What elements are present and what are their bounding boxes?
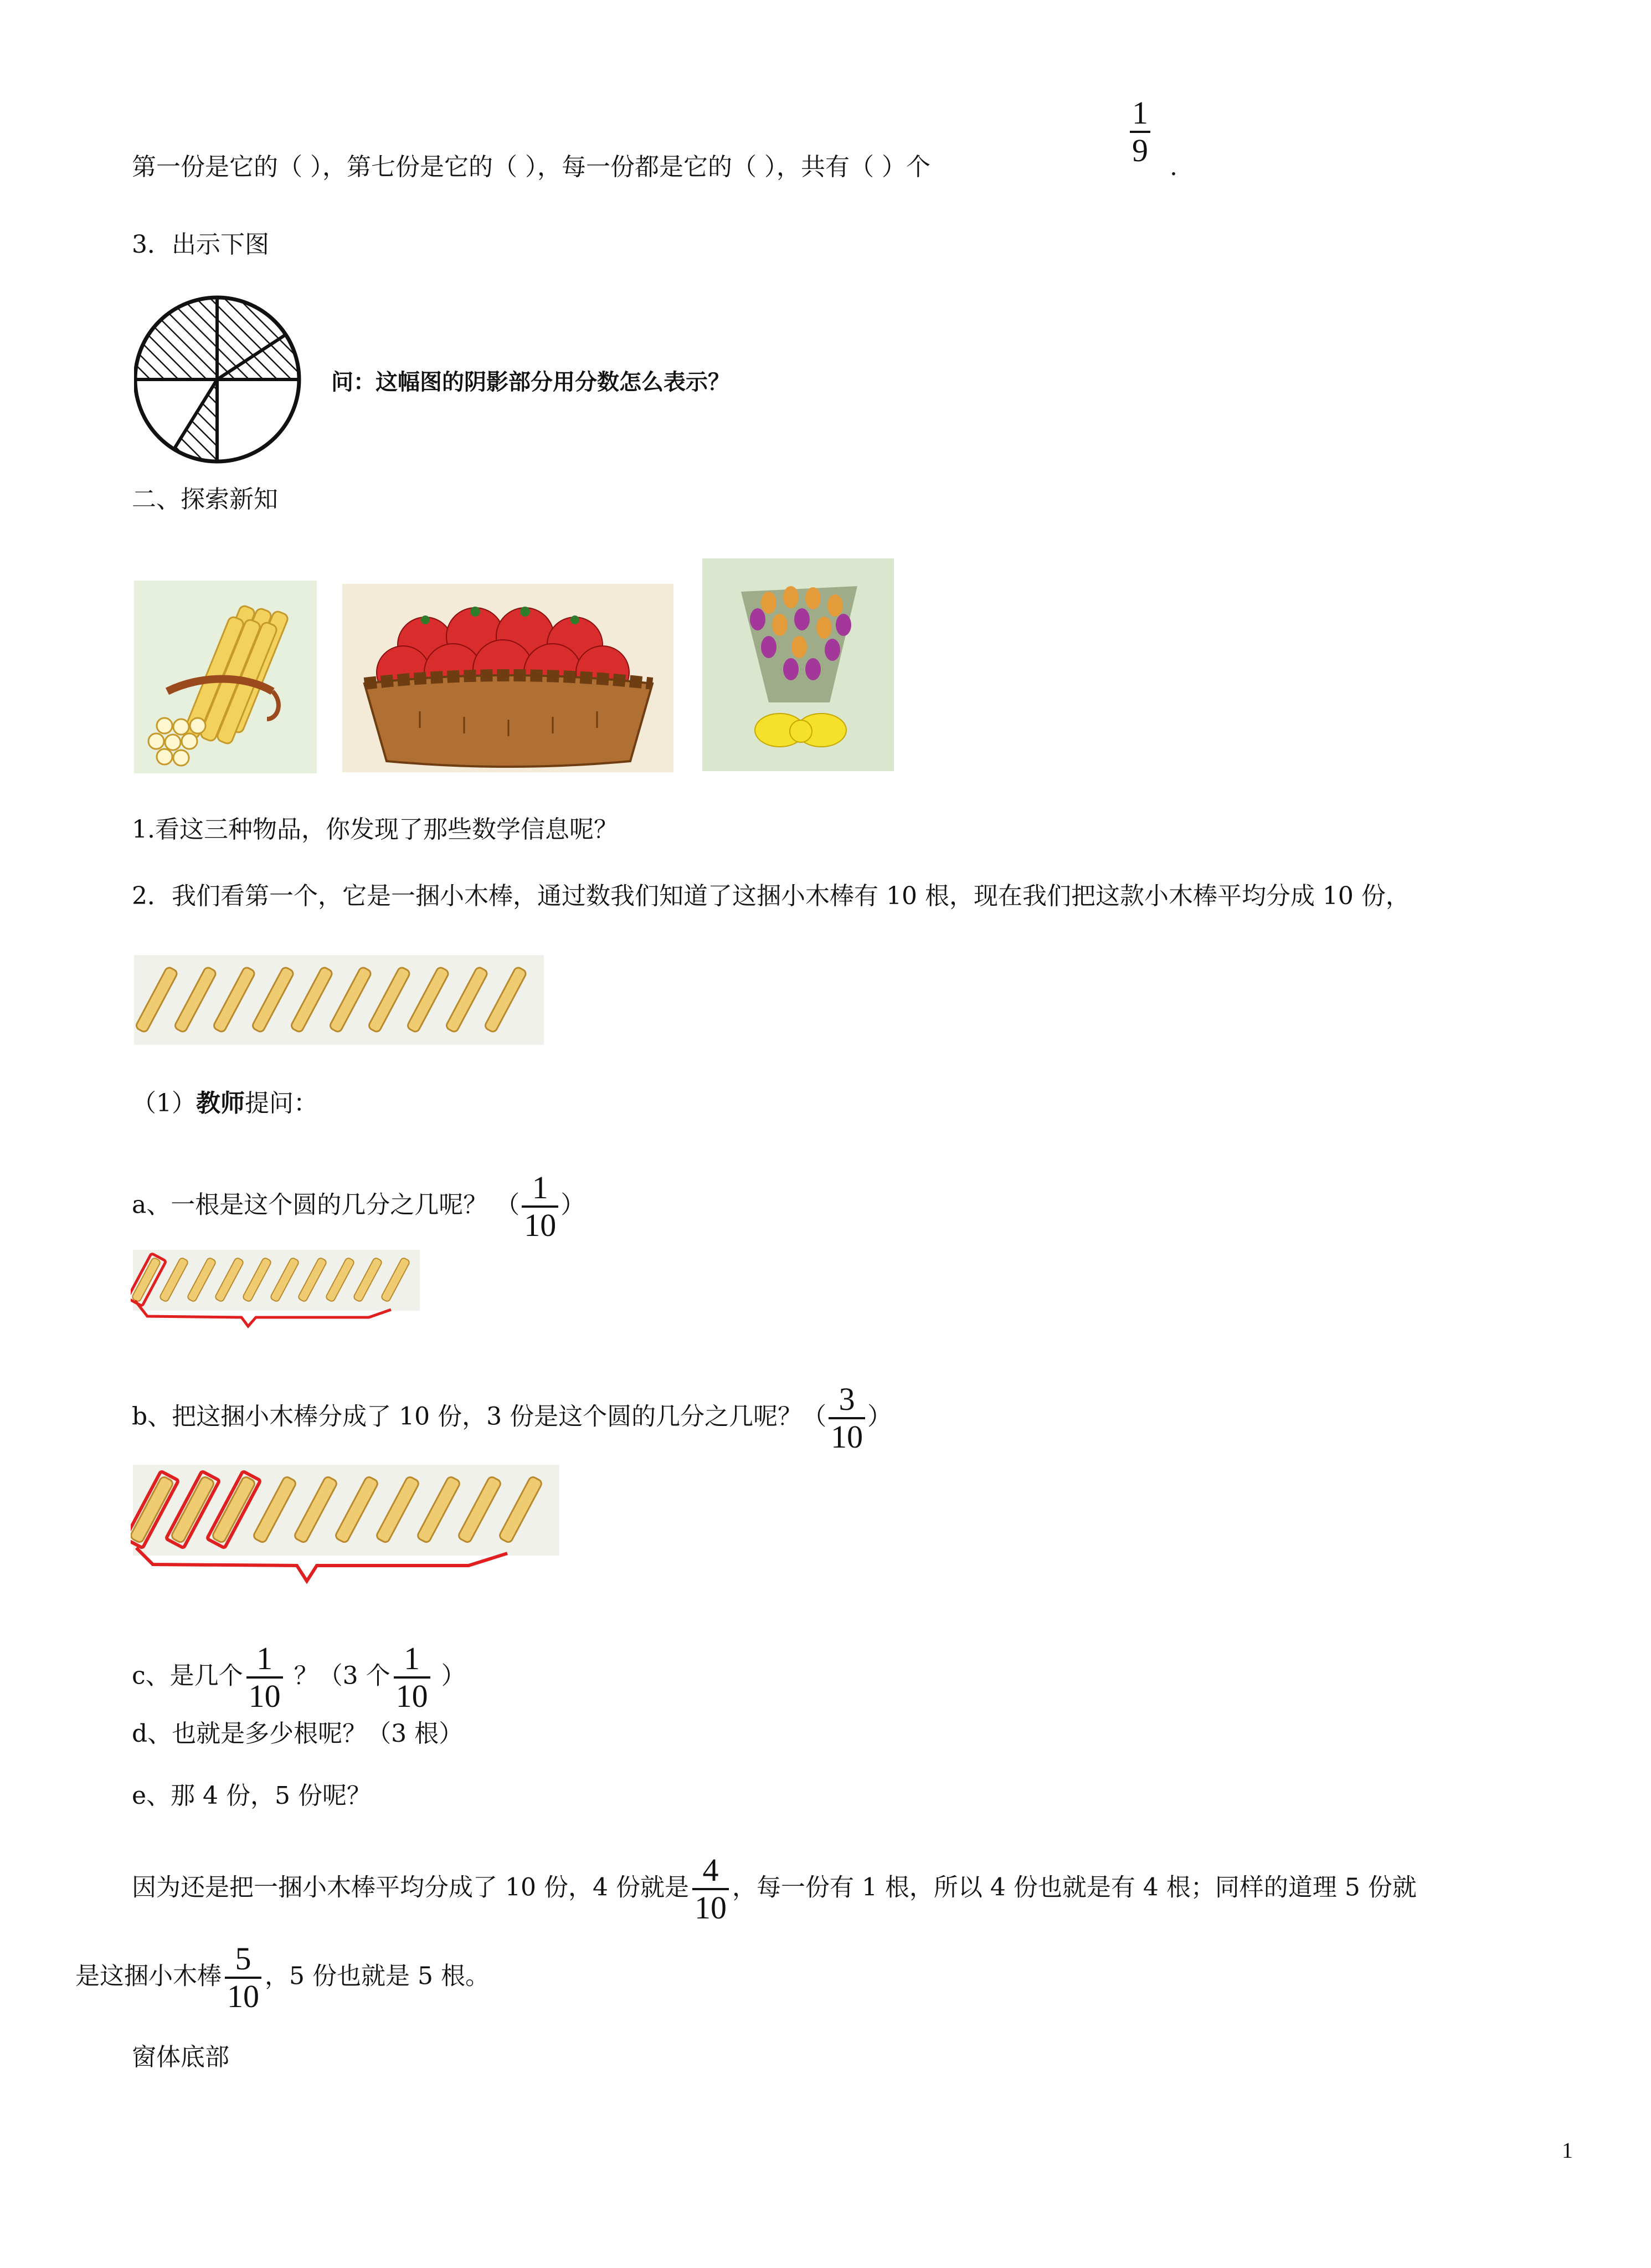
fraction-numerator: 1 — [1132, 95, 1148, 131]
fraction-numerator: 3 — [839, 1381, 855, 1417]
tomato-basket-image — [342, 584, 673, 772]
page-number: 1 — [1562, 2138, 1573, 2163]
form-bottom-label: 窗体底部 — [132, 2043, 229, 2071]
fraction-one-tenth — [522, 1170, 558, 1243]
question-b-text: b、把这捆小木棒分成了 10 份，3 份是这个圆的几分之几呢？（ — [132, 1402, 827, 1431]
question-a — [132, 1170, 585, 1243]
fraction-numerator: 1 — [404, 1640, 420, 1676]
fraction-denominator: 10 — [227, 1978, 259, 2014]
question-b-close: ） — [867, 1402, 892, 1431]
fraction-one-tenth-c2 — [394, 1641, 430, 1714]
sticks-one-highlighted — [131, 1250, 422, 1333]
section-2-heading: 二、探索新知 — [132, 485, 278, 514]
fraction-four-tenths — [692, 1853, 729, 1926]
explanation-text-2: ，每一份有 1 根，所以 4 份也就是有 4 根；同样的道理 5 份就 — [732, 1873, 1417, 1902]
fraction-one-ninth — [1130, 95, 1150, 168]
fraction-numerator: 5 — [235, 1941, 251, 1977]
flower-bouquet-image — [702, 558, 894, 771]
intro-text: 第一份是它的（ ），第七份是它的（ ），每一份都是它的（ ），共有（ ）个 — [132, 153, 930, 181]
fraction-five-tenths — [225, 1941, 261, 2014]
explanation-line-1 — [132, 1853, 1417, 1926]
fraction-denominator: 10 — [524, 1207, 557, 1243]
fraction-one-tenth-c1 — [246, 1641, 283, 1714]
question-a-close: ） — [560, 1191, 585, 1219]
item-3-label: 3．出示下图 — [132, 230, 269, 259]
fraction-denominator: 10 — [395, 1678, 428, 1714]
teacher-bold: 教师 — [196, 1089, 245, 1117]
sticks-three-highlighted — [131, 1465, 563, 1592]
question-1: 1.看这三种物品，你发现了那些数学信息呢？ — [132, 815, 618, 844]
question-2: 2．我们看第一个，它是一捆小木棒，通过数我们知道了这捆小木棒有 10 根，现在我们把这款小木棒平均分成 10 份， — [132, 882, 1410, 910]
question-e: e、那 4 份，5 份呢？ — [132, 1782, 371, 1810]
intro-period: . — [1170, 153, 1177, 181]
explanation-text-4: ，5 份也就是 5 根。 — [265, 1962, 490, 1990]
fraction-denominator: 9 — [1132, 132, 1148, 168]
question-c-text-1: c、是几个 — [132, 1661, 243, 1690]
question-c-text-2: ？（3 个 — [286, 1661, 390, 1690]
shaded-circle-diagram — [134, 294, 356, 465]
question-a-text: a、一根是这个圆的几分之几呢？ （ — [132, 1191, 520, 1219]
intro-line — [132, 151, 930, 184]
stick-bundle-image — [134, 581, 317, 773]
fraction-three-tenths — [829, 1382, 865, 1455]
explanation-line-2 — [75, 1941, 490, 2014]
question-c — [132, 1641, 466, 1714]
question-c-close: ） — [433, 1661, 466, 1690]
fraction-numerator: 1 — [256, 1640, 273, 1676]
fraction-numerator: 1 — [532, 1169, 548, 1205]
fraction-denominator: 10 — [831, 1419, 863, 1455]
teacher-question-heading — [132, 1087, 318, 1120]
circle-question: 问：这幅图的阴影部分用分数怎么表示？ — [331, 370, 730, 395]
ten-sticks-image — [134, 955, 544, 1045]
teacher-prefix: （1） — [132, 1089, 196, 1117]
question-b — [132, 1382, 892, 1455]
fraction-denominator: 10 — [248, 1678, 281, 1714]
question-d: d、也就是多少根呢？（3 根） — [132, 1720, 464, 1748]
explanation-text-3: 是这捆小木棒 — [75, 1962, 222, 1990]
fraction-denominator: 10 — [694, 1890, 727, 1926]
explanation-text-1: 因为还是把一捆小木棒平均分成了 10 份，4 份就是 — [132, 1873, 689, 1902]
teacher-suffix: 提问： — [245, 1089, 318, 1117]
fraction-numerator: 4 — [702, 1852, 719, 1888]
